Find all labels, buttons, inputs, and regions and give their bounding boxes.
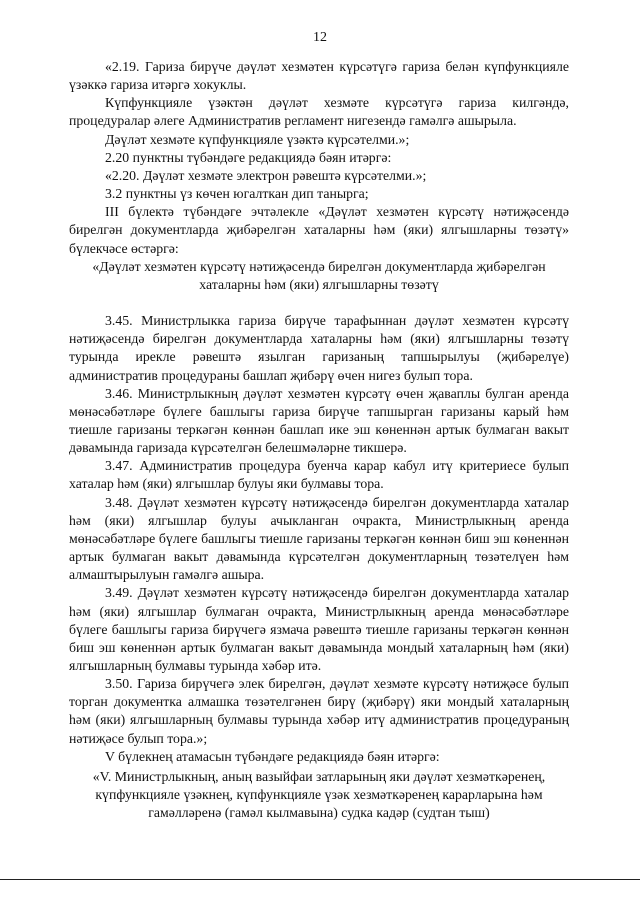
bottom-rule xyxy=(0,879,640,880)
paragraph-section-3-addition: III бүлектә түбәндәге эчтәлекле «Дәүләт хезмәтен күрсәтү нәтиҗәсендә бирелгән документларда җибәрелгән хаталарны һәм (яки) ялгышларны төзәтү» бүлекчәсе өстәргә: xyxy=(69,204,569,256)
section-5-heading: «V. Министрлыкның, аның вазыйфаи затларының яки дәүләт хезмәткәренең, күпфункцияле үзәкнең, күпфункцияле үзәк хезмәткәренең карарларына һәм гамәлләренә (гамәл кылмавына) судка кадәр (судтан тыш) xyxy=(92,768,546,821)
paragraph-mfc-procedures: Күпфункцияле үзәктән дәүләт хезмәте күрсәтүгә гариза килгәндә, процедуралар әлеге Административ регламент нигезендә гамәлгә ашырыла. xyxy=(69,95,569,129)
paragraph-3-47: 3.47. Административ процедура буенча карар кабул итү критериесе булып хаталар һәм (яки) ялгышлар булуы яки булмавы тора. xyxy=(69,458,569,492)
subsection-heading: «Дәүләт хезмәтен күрсәтү нәтиҗәсендә бирелгән документларда җибәрелгән хаталарны һәм (яки) ялгышларны төзәтү xyxy=(92,258,546,292)
paragraph-mfc-not-provided: Дәүләт хезмәте күпфункцияле үзәктә күрсәтелми.»; xyxy=(105,131,410,147)
document-body xyxy=(69,58,569,822)
paragraph-2-19: «2.19. Гариза бирүче дәүләт хезмәтен күрсәтүгә гариза белән күпфункцияле үзәккә гариза итәргә хокуклы. xyxy=(69,59,569,93)
paragraph-3-46: 3.46. Министрлыкның дәүләт хезмәтен күрсәтү өчен җаваплы булган аренда мөнәсәбәтләре бүлеге башлыгы гариза бирүче тапшырган гаризаны карый һәм тиешле гаризаны теркәгән көннән башлап ике эш көненнән артык булмаган вакыт дәвамында гаризада күрсәтелгән белешмәләрне тикшерә. xyxy=(69,385,569,456)
paragraph-3-48: 3.48. Дәүләт хезмәтен күрсәтү нәтиҗәсендә бирелгән документларда хаталар һәм (яки) ялгышлар булуы ачыкланган очракта, Министрлыкның аренда мөнәсәбәтләре бүлеге башлыгы тиешле гаризаны теркәгән көннән биш эш көненнән артык булмаган вакыт дәвамында күрсәтелгән документларның төзәтелүен һәм алмаштырылуын гамәлгә ашыра. xyxy=(69,494,569,583)
paragraph-3-2-void: 3.2 пунктны үз көчен югалткан дип танырга; xyxy=(105,186,369,202)
page-number: 12 xyxy=(313,30,327,45)
paragraph-3-45: 3.45. Министрлыкка гариза бирүче тарафыннан дәүләт хезмәтен күрсәтү нәтиҗәсендә бирелгән документларда хаталарны һәм (яки) ялгышларны төзәтү турында ирекле рәвештә язылган гаризаның тапшырылуы (җибәрелүе) административ процедураны башлап җибәрү өчен нигез булып тора. xyxy=(69,313,569,383)
paragraph-3-49: 3.49. Дәүләт хезмәтен күрсәтү нәтиҗәсендә бирелгән документларда хаталар һәм (яки) ялгышлар булмаган очракта, Министрлыкның аренда мөнәсәбәтләре бүлеге башлыгы гариза бирүчегә язмача рәвештә тиешле гаризаны теркәгән көннән биш эш көненнән артык булмаган вакыт дәвамында мондый хаталарның һәм (яки) ялгышларның булмавы турында хәбәр итә. xyxy=(69,585,569,673)
paragraph-2-20-instruction: 2.20 пунктны түбәндәге редакциядә бәян итәргә: xyxy=(105,149,392,165)
paragraph-3-50: 3.50. Гариза бирүчегә элек бирелгән, дәүләт хезмәте күрсәтү нәтиҗәсе булып торган документка алмашка төзәтелгәнен бирү (җибәрү) яки мондый хаталарның һәм (яки) ялгышларның булмавы турында хәбәр итү административ процедураның нәтиҗәсе булып тора.»; xyxy=(69,676,569,746)
paragraph-section-5-instruction: V бүлекнең атамасын түбәндәге редакциядә бәян итәргә: xyxy=(105,748,440,764)
paragraph-2-20-text: «2.20. Дәүләт хезмәте электрон рәвештә күрсәтелми.»; xyxy=(105,167,427,183)
